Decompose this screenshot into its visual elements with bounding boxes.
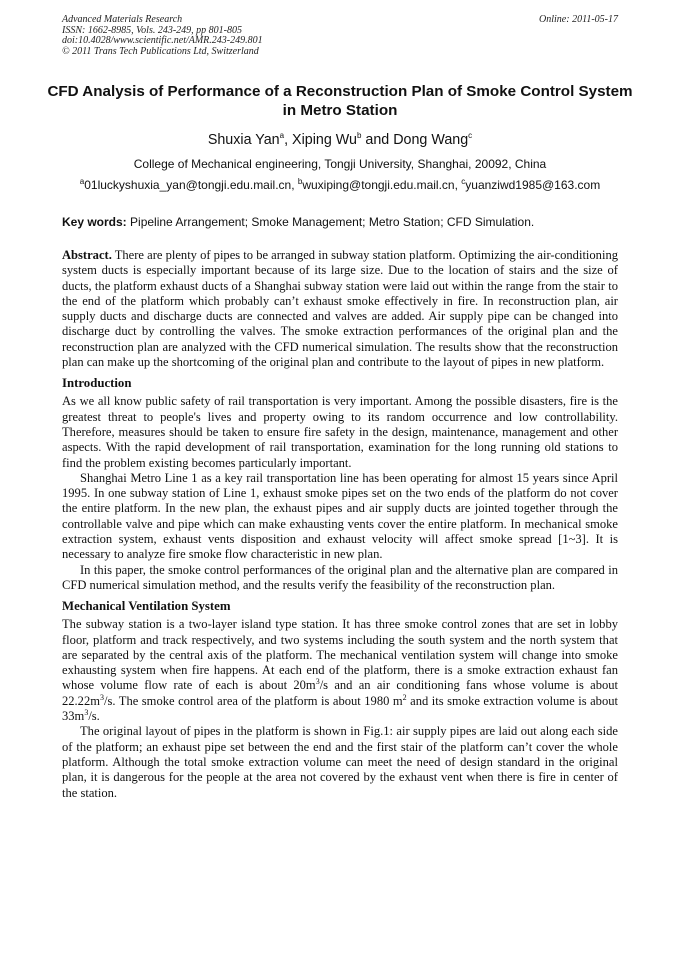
text-run: The subway station is a two-layer island type station. It has three smoke control zones that are set in lobby floor, platform and track respectively, and two systems including the south system and the north system that are separated by the central axis of the platform. The mechanical ventilation system will change into smoke exhausting system when fire happens. At each end of the platform, there is a smoke extraction exhaust fan whose volume flow rate of each is about 20m xyxy=(62,617,618,693)
affiliation: College of Mechanical engineering, Tongji University, Shanghai, 20092, China xyxy=(133,157,547,171)
intro-paragraph-2: Shanghai Metro Line 1 as a key rail transportation line has been operating for almost 15 years since April 1995. In one subway station of Line 1, exhaust smoke pipes set on the two ends of the platform do not cover the entire platform. In the new plan, the exhaust pipes and air supply ducts are jointed together through the controllable valve and pipe which can make exhausting vents cover the entire platform. In mechanical smoke extraction system, exhaust vents disposition and exhaust velocity will affect smoke spread [1~3]. It is necessary to analyze fire smoke flow characteristic in new plan. xyxy=(62,470,618,562)
section-heading-introduction: Introduction xyxy=(62,376,132,391)
abstract-text: There are plenty of pipes to be arranged in subway station platform. Optimizing the air-conditioning system ducts is especially important because of its large size. Due to the location of stairs and the size of ducts, the platform exhaust ducts of a Shanghai subway station were laid out within the range from the stair to the end of the platform which probably can’t exhaust smoke effectively in fire. In reconstruction plan, air supply ducts and discharge ducts are connected and valves are added. Air supply pipe can be changed into discharge duct by controlling the valves. The smoke extraction performances of the original plan and the reconstruction plan are analyzed with the CFD numerical simulation. The results show that the reconstruction plan can make up the shortcoming of the original plan and contribute to the layout of pipes in new platform. xyxy=(62,248,618,370)
author-superscript: b xyxy=(356,131,362,141)
email-list xyxy=(40,178,640,193)
author-superscript: c xyxy=(468,131,473,141)
email-address: yuanziwd1985@163.com xyxy=(465,178,601,192)
keywords-label: Key words: xyxy=(62,215,127,229)
author-separator: and xyxy=(361,132,394,148)
email-address: wuxiping@tongji.edu.mail.cn, xyxy=(302,178,462,192)
superscript: 3 xyxy=(315,677,320,687)
superscript: 2 xyxy=(402,692,407,702)
text-run: /s. xyxy=(88,709,100,724)
author-name: Xiping Wu xyxy=(292,132,357,148)
superscript: 3 xyxy=(100,692,104,702)
paper-title: CFD Analysis of Performance of a Reconstruction Plan of Smoke Control System in Metro Station xyxy=(47,83,633,119)
email-superscript: a xyxy=(79,177,85,186)
abstract-label: Abstract. xyxy=(62,248,112,262)
author-name: Dong Wang xyxy=(393,132,469,148)
email-address: 01luckyshuxia_yan@tongji.edu.mail.cn, xyxy=(84,178,298,192)
author-separator: , xyxy=(284,132,293,148)
issn-line: ISSN: 1662-8985, Vols. 243-249, pp 801-805 xyxy=(62,24,242,36)
ventilation-paragraph-1 xyxy=(62,617,618,724)
doi-line: doi:10.4028/www.scientific.net/AMR.243-249.801 xyxy=(62,35,263,46)
intro-paragraph-3: In this paper, the smoke control performances of the original plan and the alternative plan are compared in CFD numerical simulation method, and the results verify the feasibility of the reconstruction plan. xyxy=(62,562,618,592)
text-run: /s and an air conditioning fans whose volume is about 22.22m xyxy=(62,678,618,708)
online-date: Online: 2011-05-17 xyxy=(539,14,618,25)
keywords-text: Pipeline Arrangement; Smoke Management; Metro Station; CFD Simulation. xyxy=(126,215,535,229)
abstract-paragraph xyxy=(62,248,618,370)
copyright-line: © 2011 Trans Tech Publications Ltd, Switzerland xyxy=(62,45,259,57)
keywords xyxy=(62,215,618,230)
intro-paragraph-1: As we all know public safety of rail transportation is very important. Among the possible disasters, fire is the greatest threat to people's lives and property owing to its random occurrence and low controllability. Therefore, measures should be taken to ensure fire safety in the design, maintenance, management and other aspects. With the rapid development of rail transportation, examination for the long running old stations to find the problem existing becomes particularly important. xyxy=(62,394,618,470)
author-name: Shuxia Yan xyxy=(207,132,280,148)
email-superscript: b xyxy=(297,177,303,186)
text-run: /s. The smoke control area of the platform is about 1980 m xyxy=(104,693,403,708)
section-heading-ventilation: Mechanical Ventilation System xyxy=(62,599,231,614)
journal-name: Advanced Materials Research xyxy=(62,14,183,25)
author-list xyxy=(40,131,640,149)
superscript: 3 xyxy=(84,707,89,717)
email-superscript: c xyxy=(461,177,466,186)
ventilation-paragraph-2: The original layout of pipes in the platform is shown in Fig.1: air supply pipes are laid out along each side of the platform; an exhaust pipe set between the end and the first stair of the platform can’t cover the whole platform. Although the total smoke extraction volume can meet the need of design standard in the original plan, it is dangerous for the people at the area not covered by the exhaust vent when there is fire in center of the station. xyxy=(62,724,618,800)
author-superscript: a xyxy=(279,131,285,141)
journal-header xyxy=(62,15,618,57)
text-run: and its smoke extraction volume is about 33m xyxy=(62,693,618,724)
paper-body xyxy=(62,248,618,801)
